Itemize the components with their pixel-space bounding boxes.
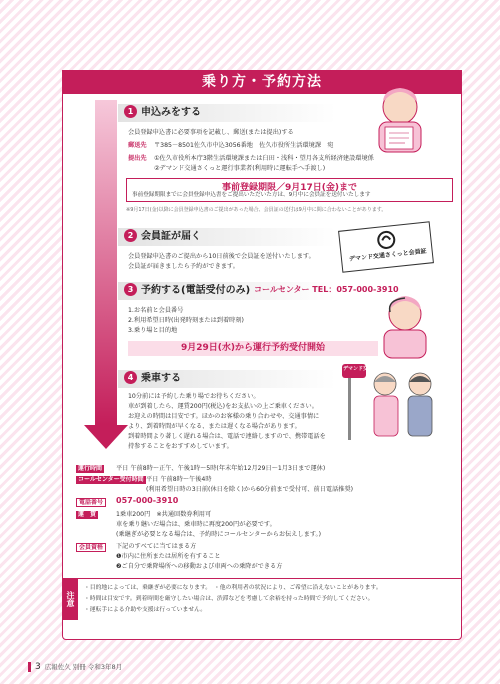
note-line-1: ・目的地によっては、乗継ぎが必要になります。 ・他の利用者の状況により、ご希望に沿えないことがあります。	[84, 585, 382, 591]
deadline-title: 事前登録期限／9月17日(金)まで	[221, 183, 357, 193]
reserve-item-1: 1.お名前と会員番号	[128, 307, 184, 314]
note-line-2: ・時間は目安です。到着時間を厳守したい場合は、渋滞などを考慮して余裕を持った時間で予約してください。	[84, 596, 374, 602]
step1-header	[118, 104, 336, 122]
hours-label: 運行時間	[78, 465, 103, 472]
operator-woman-illustration	[360, 290, 450, 360]
fare-value3: (乗継ぎが必要となる場合は、予約時にコールセンターからお伝えします。)	[116, 531, 322, 538]
woman-holding-form-illustration	[345, 82, 455, 160]
eligibility-value: 下記のすべてに当てはまる方	[116, 543, 197, 550]
page-title: 乗り方・予約方法	[62, 70, 462, 94]
city-emblem-icon	[375, 229, 397, 251]
tel-label: 電話番号	[76, 498, 106, 507]
step4-line-2: 車が到着したら、運賃200円(税込)をお支払いの上ご乗車ください。	[128, 403, 318, 410]
step2-number: 2	[124, 229, 137, 242]
eligibility-2: ❷ご自分で乗降場所への移動および車両への乗降ができる方	[116, 563, 283, 570]
reserve-item-2: 2.利用希望日時(出発時刻または到着時刻)	[128, 317, 244, 324]
page-footer	[28, 662, 122, 672]
call-hours-value2: (利用希望日時の3日前(休日を除く)から60分前まで受付可、前日電話推奨)	[146, 486, 354, 493]
step4-line-5: 到着時間より著しく遅れる場合は、電話で連絡しますので、携帯電話を	[128, 433, 326, 440]
call-hours-label: コールセンター受付時間	[78, 476, 144, 483]
step3-heading: 予約する(電話受付のみ)	[141, 285, 251, 296]
step1-submit-label: 提出先	[128, 155, 147, 162]
eligibility-1: ❶市内に住所または居所を有すること	[116, 553, 221, 560]
eligibility-label: 会員資格	[76, 543, 106, 552]
member-card-label: デマンド交通さくっと会員証	[348, 247, 427, 263]
fare-value2: 車を乗り継いだ場合は、乗車時に再度200円が必要です。	[116, 521, 276, 528]
step1-submit-value1: ①佐久市役所本庁3階生活環境課または臼田・浅科・望月各支所経済建設環境係	[154, 155, 374, 162]
fare-value1: 1乗車200円 ※共通回数券利用可	[116, 511, 212, 518]
flow-arrow-shaft	[95, 100, 117, 425]
step4-line-3: お迎えの時間は目安です。ほかのお客様の乗り合わせや、交通事情に	[128, 413, 320, 420]
step4-heading: 乗車する	[141, 373, 181, 384]
passengers-at-stop-illustration	[340, 362, 450, 452]
footer-text: 広報佐久 別冊 令和3年8月	[44, 663, 123, 671]
flow-arrow-head-icon	[84, 425, 128, 449]
step1-mail-value: 〒385－8501佐久市中込3056番地 佐久市役所生活環境課 宛	[154, 142, 334, 149]
hours-value: 平日 午前8時～正午、午後1時～5時(年末年始12月29日～1月3日まで運休)	[116, 465, 326, 472]
step2-body2: 会員証が届きましたら予約ができます。	[128, 263, 239, 270]
tel-value: 057-000-3910	[116, 496, 179, 505]
reserve-item-3: 3.乗り場と目的地	[128, 327, 178, 334]
step1-submit-value2: ②デマンド交通さくっと運行事業者(利用時に運転手へ手渡し)	[154, 165, 326, 172]
call-center-number: コールセンター TEL：057-000-3910	[254, 285, 399, 294]
deadline-body: 事前登録期限までに会員登録申込書をご提出いただいた方は、9月中に会員証を送付いたします	[132, 192, 371, 198]
step1-number: 1	[124, 105, 137, 118]
reservation-start-banner: 9月29日(水)から運行予約受付開始	[128, 341, 378, 356]
step1-mail-label: 郵送先	[128, 142, 147, 149]
step4-number: 4	[124, 371, 137, 384]
step1-heading: 申込みをする	[141, 107, 201, 118]
notes-label: 注意	[62, 578, 78, 620]
step2-heading: 会員証が届く	[141, 231, 201, 242]
step2-header	[118, 228, 336, 246]
step2-body1: 会員登録申込書のご提出から10日前後で会員証を送付いたします。	[128, 253, 315, 260]
bus-stop-sign-text: デマンド交通	[343, 366, 374, 372]
note-line-3: ・運転手による介助や支援は行っていません。	[84, 607, 207, 613]
step4-line-1: 10分前には予約した乗り場でお待ちください。	[128, 393, 260, 400]
step1-intro: 会員登録申込書に必要事項を記載し、郵送(または提出)する	[128, 129, 294, 136]
page-number: 3	[28, 662, 41, 672]
step1-footnote: ※9月17日(金)以降に会員登録申込書のご提出があった場合、会員証の送付は9月中に間に合わないことがあります。	[126, 207, 387, 213]
call-hours-value1: 平日 午前8時～午後4時	[146, 476, 212, 483]
step4-line-6: 持参することをおすすめしています。	[128, 443, 233, 450]
step3-number: 3	[124, 283, 137, 296]
step4-header	[118, 370, 336, 388]
fare-label: 運 賃	[78, 511, 97, 518]
step4-line-4: より、到着時間が早くなる、または遅くなる場合があります。	[128, 423, 301, 430]
